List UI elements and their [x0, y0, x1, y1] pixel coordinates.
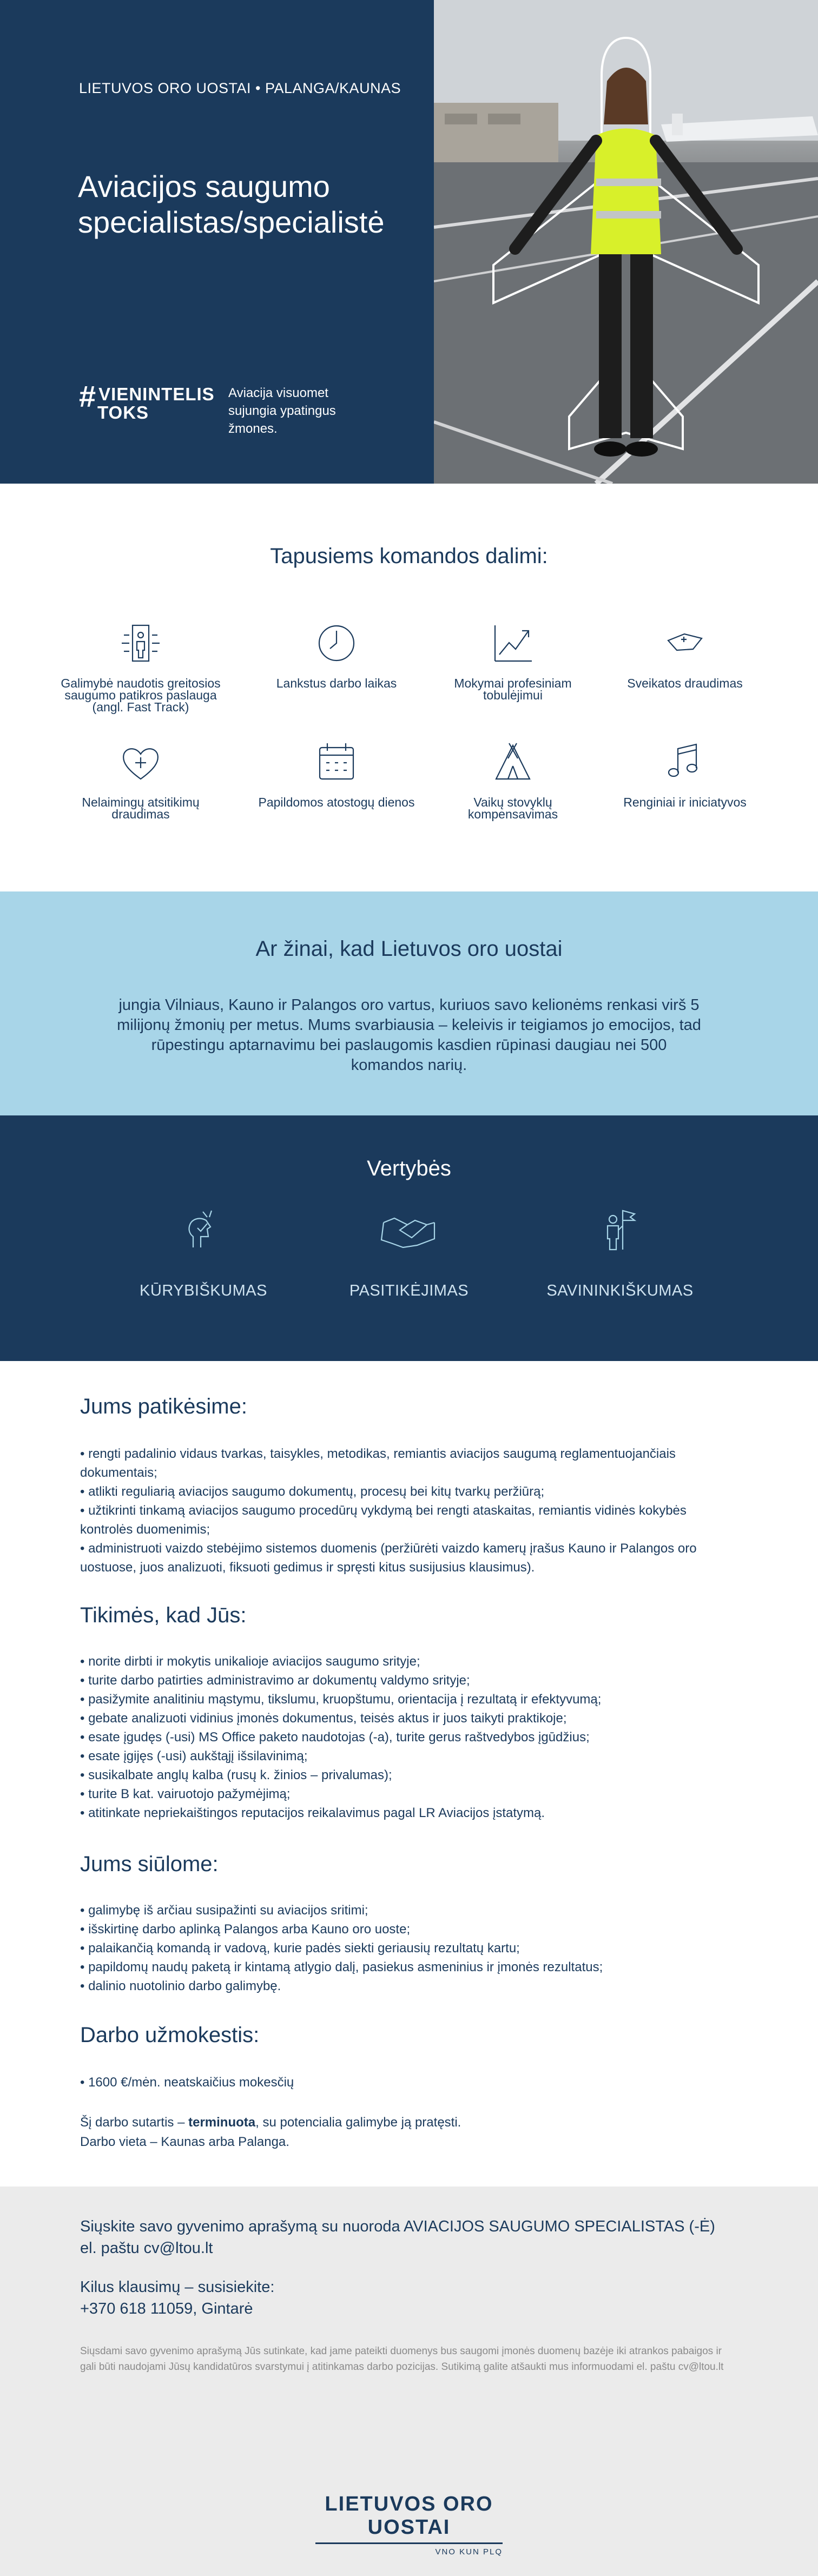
- benefit-label: Papildomos atostogų dienos: [258, 795, 415, 809]
- list-item: • galimybę iš arčiau susipažinti su aviacijos sritimi;: [80, 1903, 368, 1918]
- list-item: • papildomų naudų paketą ir kintamą atlygio dalį, pasiekus asmeninius ir įmonės rezultatus;: [80, 1960, 603, 1974]
- benefit-label: Lankstus darbo laikas: [276, 676, 397, 690]
- footer-section: [0, 2187, 818, 2576]
- benefit-accident-insurance: [60, 738, 222, 820]
- contract-type: terminuota: [188, 2115, 256, 2130]
- hero-slogan: Aviacija visuomet sujungia ypatingus žmones.: [228, 386, 336, 436]
- contract-text-after: , su potencialia galimybe ją pratęsti.: [255, 2115, 461, 2130]
- privacy-disclaimer: Siųsdami savo gyvenimo aprašymą Jūs sutinkate, kad jame pateikti duomenys bus saugomi įmonės duomenų bazėje iki atrankos pabaigos ir gali būti naudojami Jūsų kandidatūros svarstymui į atitinkamas darbo pozicijas. Sutikimą galite atšaukti mus informuodami el. paštu cv@ltou.lt: [80, 2346, 724, 2373]
- contract-info: [80, 2113, 729, 2132]
- value-creativity: [106, 1206, 301, 1300]
- clock-icon: [312, 619, 361, 668]
- salary-amount: • 1600 €/mėn. neatskaičius mokesčių: [80, 2075, 294, 2090]
- benefit-label: Mokymai profesiniam tobulėjimui: [454, 676, 572, 702]
- handshake-icon: [379, 1206, 439, 1255]
- logo-wordmark: LIETUVOS ORO UOSTAI: [325, 2493, 493, 2539]
- questions-label: Kilus klausimų – susisiekite:: [80, 2278, 275, 2296]
- list-item: • dalinio nuotolinio darbo galimybę.: [80, 1979, 281, 1993]
- airport-scene-illustration: [434, 0, 818, 484]
- fact-text: jungia Vilniaus, Kauno ir Palangos oro vartus, kuriuos savo kelionėms renkasi virš 5 milijonų žmonių per metus. Mums svarbiausia – keleivis ir teigiamos jo emocijos, tad rūpestingu aptarnavimu bei paslaugomis kasdien rūpinasi daugiau nei 500 komandos narių.: [117, 996, 701, 1074]
- fact-section: [0, 891, 818, 1115]
- music-note-icon: [661, 738, 709, 787]
- trust-title: Jums patikėsime:: [80, 1395, 247, 1418]
- list-item: • esate įgudęs (-usi) MS Office paketo naudotojas (-a), turite gerus raštvedybos įgūdžius;: [80, 1730, 590, 1745]
- value-ownership: [523, 1206, 717, 1300]
- benefit-events: [604, 738, 766, 808]
- expect-title: Tikimės, kad Jūs:: [80, 1603, 247, 1627]
- list-item: • norite dirbti ir mokytis unikalioje aviacijos saugumo srityje;: [80, 1654, 420, 1669]
- contact-phone: +370 618 11059, Gintarė: [80, 2300, 253, 2317]
- hashtag-line1: VIENINTELIS: [98, 384, 215, 404]
- list-item: • palaikančią komandą ir vadovą, kurie padės siekti geriausių rezultatų kartu;: [80, 1941, 520, 1956]
- benefit-label: Renginiai ir iniciatyvos: [623, 795, 747, 809]
- hero-photo: [434, 0, 818, 484]
- benefit-flexible-hours: [255, 619, 418, 689]
- list-item: • išskirtinę darbo aplinką Palangos arba Kauno oro uoste;: [80, 1922, 411, 1937]
- logo-divider: [315, 2542, 503, 2544]
- hashtag-logo: [79, 379, 215, 422]
- value-label: PASITIKĖJIMAS: [349, 1282, 469, 1299]
- flag-person-icon: [596, 1206, 644, 1255]
- list-item: • turite darbo patirties administravimo ar dokumentų valdymo srityje;: [80, 1673, 470, 1688]
- creativity-icon: [179, 1206, 228, 1255]
- list-item: • gebate analizuoti vidinius įmonės dokumentus, teisės aktus ir juos taikyti praktikoje;: [80, 1711, 567, 1726]
- fact-title: Ar žinai, kad Lietuvos oro uostai: [255, 937, 563, 961]
- job-title: Aviacijos saugumo specialistas/specialistė: [78, 169, 385, 239]
- benefit-label: Galimybė naudotis greitosios saugumo patikros paslauga (angl. Fast Track): [61, 676, 221, 714]
- growth-chart-icon: [489, 619, 537, 668]
- company-logo: [315, 2493, 503, 2557]
- benefit-label: Nelaimingų atsitikimų draudimas: [82, 795, 200, 821]
- list-item: • užtikrinti tinkamą aviacijos saugumo procedūrų vykdymą bei rengti ataskaitas, remiantis vidinės kokybės kontrolės duomenimis;: [80, 1503, 687, 1537]
- list-item: • atitinkate nepriekaištingos reputacijos reikalavimus pagal LR Aviacijos įstatymą.: [80, 1806, 545, 1820]
- logo-airport-codes: VNO KUN PLQ: [435, 2547, 503, 2557]
- values-title: Vertybės: [367, 1157, 451, 1180]
- value-label: KŪRYBIŠKUMAS: [140, 1282, 267, 1299]
- contract-text-before: Šį darbo sutartis –: [80, 2115, 189, 2130]
- benefits-section: [0, 484, 818, 891]
- list-item: • pasižymite analitiniu mąstymu, tikslumu, kruopštumu, orientacija į rezultatą ir efektyvumą;: [80, 1692, 602, 1707]
- benefit-kids-camps: [432, 738, 594, 820]
- values-section: [0, 1115, 818, 1361]
- hero-text-panel: [0, 0, 434, 484]
- offer-list: [80, 1901, 729, 1996]
- offer-title: Jums siūlome:: [80, 1852, 219, 1876]
- hero-banner: [0, 0, 818, 484]
- expect-list: [80, 1652, 729, 1822]
- benefits-title: Tapusiems komandos dalimi:: [270, 544, 548, 568]
- job-description: [0, 1361, 818, 2187]
- apply-instructions: Siųskite savo gyvenimo aprašymą su nuoroda AVIACIJOS SAUGUMO SPECIALISTAS (-Ė) el. paštu cv@ltou.lt: [80, 2218, 715, 2257]
- salary-title: Darbo užmokestis:: [80, 2023, 260, 2047]
- heart-plus-icon: [116, 738, 165, 787]
- trust-list: [80, 1444, 729, 1577]
- hero-company: LIETUVOS ORO UOSTAI • PALANGA/KAUNAS: [79, 80, 401, 96]
- benefit-training: [432, 619, 594, 701]
- benefit-health-insurance: [604, 619, 766, 689]
- work-location: Darbo vieta – Kaunas arba Palanga.: [80, 2135, 289, 2149]
- list-item: • turite B kat. vairuotojo pažymėjimą;: [80, 1787, 291, 1801]
- benefit-label: Sveikatos draudimas: [627, 676, 743, 690]
- value-label: SAVININKIŠKUMAS: [546, 1282, 694, 1299]
- tent-icon: [489, 738, 537, 787]
- list-item: • esate įgijęs (-usi) aukštąjį išsilavinimą;: [80, 1749, 308, 1763]
- value-trust: [312, 1206, 506, 1300]
- calendar-icon: [312, 738, 361, 787]
- benefit-label: Vaikų stovyklų kompensavimas: [467, 795, 558, 821]
- fast-track-icon: [116, 619, 165, 668]
- list-item: • administruoti vaizdo stebėjimo sistemos duomenis (peržiūrėti vaizdo kamerų įrašus Kauno ir Palangos oro uostuose, juos analizuoti, fiksuoti gedimus ir spręsti kitus susijusius klausimus).: [80, 1541, 697, 1575]
- list-item: • rengti padalinio vidaus tvarkas, taisykles, metodikas, remiantis aviacijos saugumą reglamentuojančiais dokumentais;: [80, 1446, 676, 1480]
- benefit-fast-track: [60, 619, 222, 713]
- list-item: • susikalbate anglų kalba (rusų k. žinios – privalumas);: [80, 1768, 392, 1782]
- list-item: • atlikti reguliarią aviacijos saugumo dokumentų, procesų bei kitų tvarkų peržiūrą;: [80, 1484, 545, 1499]
- benefit-extra-vacation: [255, 738, 418, 808]
- hashtag-line2: TOKS: [97, 402, 149, 422]
- hash-icon: #: [79, 379, 97, 413]
- hand-care-icon: [661, 619, 709, 668]
